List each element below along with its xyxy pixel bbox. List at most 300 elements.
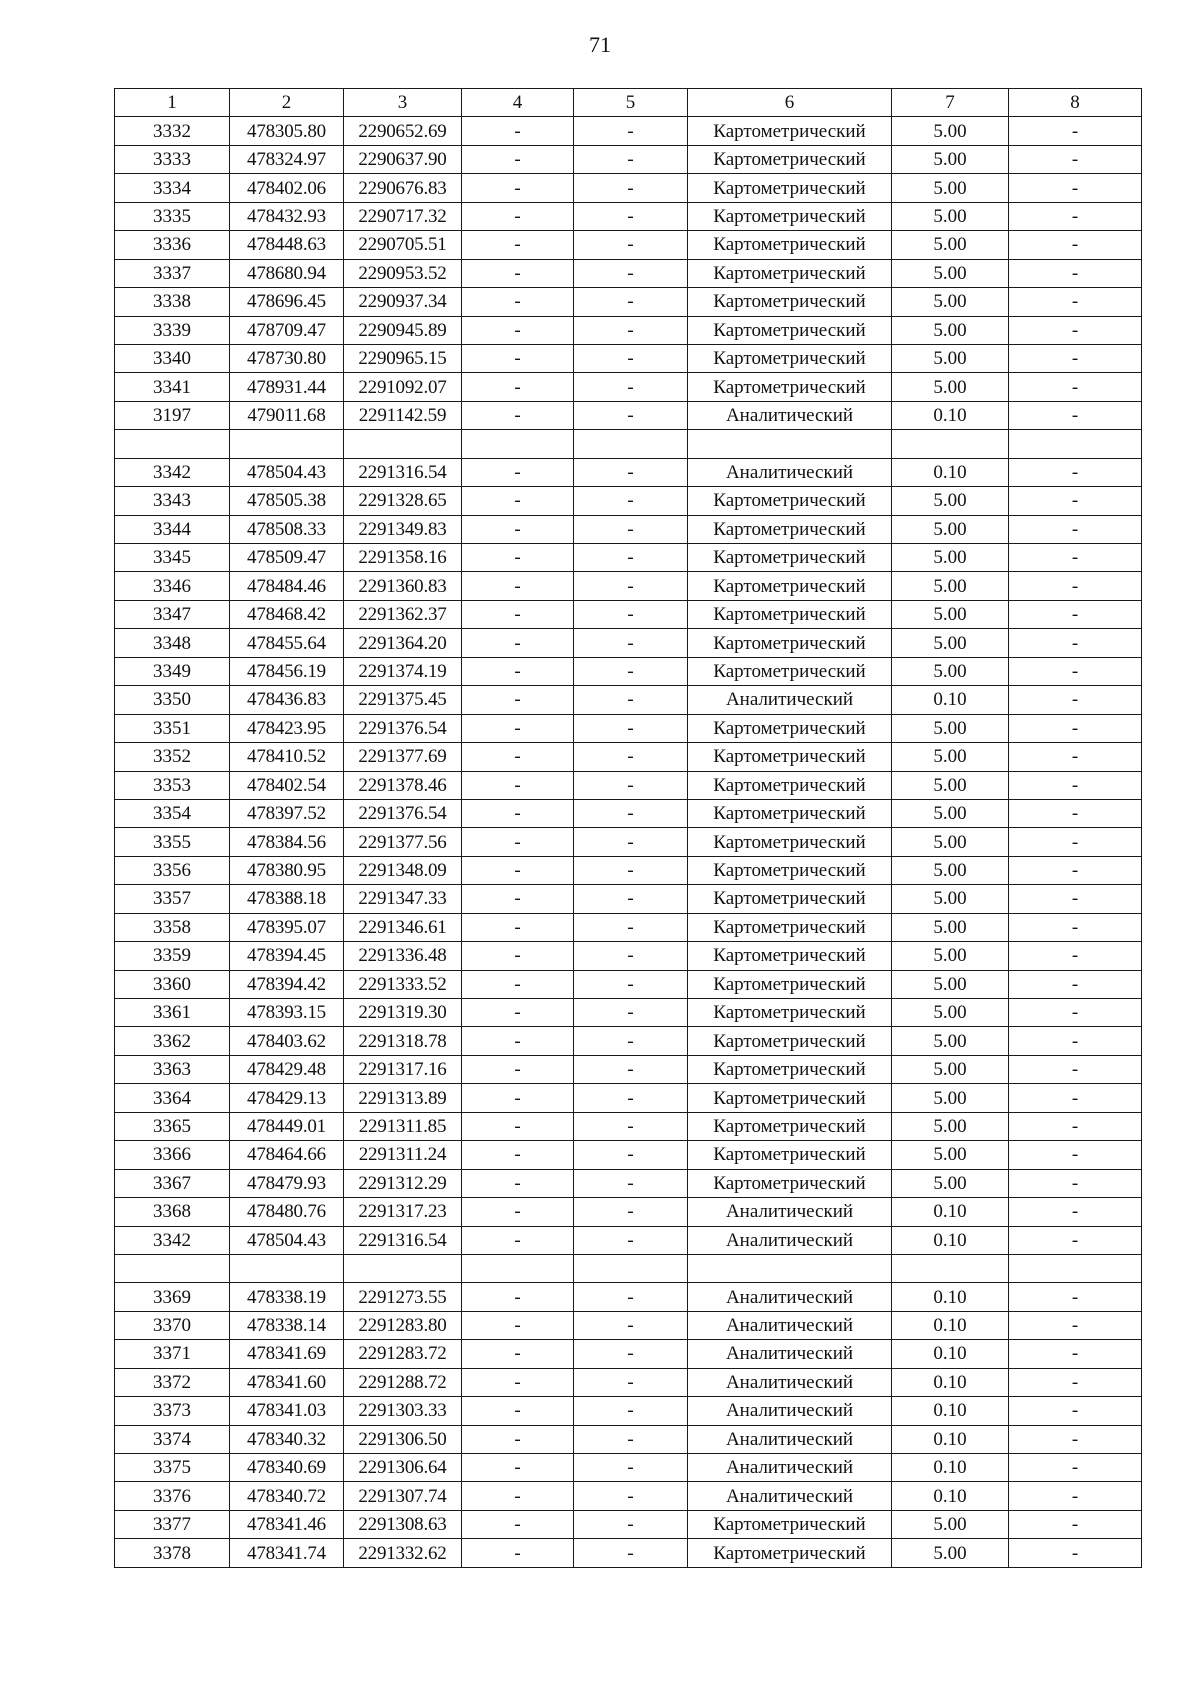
table-cell-col-6: Картометрический <box>688 259 892 287</box>
table-cell-col-6: Картометрический <box>688 714 892 742</box>
table-cell-col-6: Картометрический <box>688 1510 892 1538</box>
table-cell-col-5: - <box>574 913 688 941</box>
table-cell-col-7: 5.00 <box>892 231 1009 259</box>
table-cell-col-4: - <box>462 1112 574 1140</box>
table-cell-col-2 <box>230 1254 344 1282</box>
table-cell-col-7: 5.00 <box>892 1169 1009 1197</box>
table-cell-col-4: - <box>462 686 574 714</box>
table-cell-col-1: 3361 <box>115 999 230 1027</box>
table-cell-col-4 <box>462 430 574 458</box>
table-cell-col-3: 2291375.45 <box>344 686 462 714</box>
table-cell-col-3: 2291317.16 <box>344 1055 462 1083</box>
table-cell-col-5: - <box>574 572 688 600</box>
table-cell-col-4: - <box>462 657 574 685</box>
table-cell-col-5: - <box>574 259 688 287</box>
table-cell-col-2: 478393.15 <box>230 999 344 1027</box>
table-cell-col-2: 478341.03 <box>230 1397 344 1425</box>
table-cell-col-8: - <box>1009 1482 1142 1510</box>
table-cell-col-4: - <box>462 1169 574 1197</box>
table-cell-col-2: 478340.69 <box>230 1454 344 1482</box>
table-cell-col-8: - <box>1009 970 1142 998</box>
table-cell-col-2: 478341.74 <box>230 1539 344 1567</box>
table-cell-col-5: - <box>574 799 688 827</box>
table-cell-col-7: 5.00 <box>892 629 1009 657</box>
table-cell-col-2: 478338.14 <box>230 1311 344 1339</box>
table-cell-col-3: 2290652.69 <box>344 117 462 145</box>
table-cell-col-5: - <box>574 1397 688 1425</box>
table-cell-col-1: 3342 <box>115 1226 230 1254</box>
table-cell-col-6: Аналитический <box>688 1454 892 1482</box>
table-cell-col-3: 2291313.89 <box>344 1084 462 1112</box>
table-cell-col-5: - <box>574 942 688 970</box>
table-cell-col-2: 478480.76 <box>230 1198 344 1226</box>
table-cell-col-5: - <box>574 999 688 1027</box>
table-cell-col-7: 0.10 <box>892 1454 1009 1482</box>
table-cell-col-5: - <box>574 202 688 230</box>
table-cell-col-2: 478931.44 <box>230 373 344 401</box>
table-cell-col-8: - <box>1009 913 1142 941</box>
table-cell-col-4: - <box>462 401 574 429</box>
table-cell-col-7: 5.00 <box>892 885 1009 913</box>
table-cell-col-4: - <box>462 1539 574 1567</box>
table-cell-col-5: - <box>574 1311 688 1339</box>
table-cell-col-1: 3365 <box>115 1112 230 1140</box>
table-cell-col-3: 2291312.29 <box>344 1169 462 1197</box>
table-cell-col-7: 0.10 <box>892 1368 1009 1396</box>
table-cell-col-3 <box>344 430 462 458</box>
table-cell-col-1: 3374 <box>115 1425 230 1453</box>
table-cell-col-8: - <box>1009 515 1142 543</box>
table-cell-col-4: - <box>462 1311 574 1339</box>
table-cell-col-3: 2291348.09 <box>344 856 462 884</box>
table-row <box>115 657 1142 685</box>
table-cell-col-8: - <box>1009 1539 1142 1567</box>
table-row <box>115 117 1142 145</box>
table-row <box>115 572 1142 600</box>
table-cell-col-7: 5.00 <box>892 714 1009 742</box>
table-cell-col-8: - <box>1009 231 1142 259</box>
table-cell-col-4: - <box>462 799 574 827</box>
table-cell-col-7: 5.00 <box>892 316 1009 344</box>
table-cell-col-7: 0.10 <box>892 1340 1009 1368</box>
table-cell-col-5: - <box>574 1169 688 1197</box>
table-cell-col-6 <box>688 1254 892 1282</box>
column-header-8: 8 <box>1009 89 1142 117</box>
table-cell-col-1: 3335 <box>115 202 230 230</box>
table-header-row <box>115 89 1142 117</box>
table-cell-col-1: 3378 <box>115 1539 230 1567</box>
table-cell-col-4: - <box>462 1368 574 1396</box>
table-cell-col-8: - <box>1009 1169 1142 1197</box>
table-cell-col-8: - <box>1009 942 1142 970</box>
table-cell-col-1: 3368 <box>115 1198 230 1226</box>
table-cell-col-6: Картометрический <box>688 1027 892 1055</box>
table-cell-col-3: 2290953.52 <box>344 259 462 287</box>
table-cell-col-1: 3348 <box>115 629 230 657</box>
table-cell-col-7: 5.00 <box>892 544 1009 572</box>
table-cell-col-1: 3367 <box>115 1169 230 1197</box>
page-number: 71 <box>589 32 611 57</box>
table-cell-col-7: 5.00 <box>892 344 1009 372</box>
table-cell-col-5: - <box>574 1198 688 1226</box>
table-cell-col-5 <box>574 430 688 458</box>
table-cell-col-3: 2290937.34 <box>344 288 462 316</box>
table-row <box>115 1198 1142 1226</box>
table-cell-col-6: Картометрический <box>688 799 892 827</box>
table-cell-col-1: 3333 <box>115 145 230 173</box>
table-cell-col-4: - <box>462 1084 574 1112</box>
table-cell-col-2: 478484.46 <box>230 572 344 600</box>
table-cell-col-3: 2291346.61 <box>344 913 462 941</box>
table-cell-col-3: 2291283.80 <box>344 1311 462 1339</box>
table-cell-col-3: 2291377.69 <box>344 743 462 771</box>
table-row <box>115 970 1142 998</box>
table-cell-col-6: Картометрический <box>688 572 892 600</box>
column-header-4: 4 <box>462 89 574 117</box>
table-cell-col-2: 478429.48 <box>230 1055 344 1083</box>
table-cell-col-5: - <box>574 231 688 259</box>
table-cell-col-4: - <box>462 913 574 941</box>
table-cell-col-6: Картометрический <box>688 145 892 173</box>
table-cell-col-8: - <box>1009 373 1142 401</box>
table-cell-col-8: - <box>1009 1226 1142 1254</box>
table-cell-col-3: 2291362.37 <box>344 600 462 628</box>
table-cell-col-2: 478504.43 <box>230 458 344 486</box>
table-row <box>115 885 1142 913</box>
table-cell-col-6: Аналитический <box>688 1311 892 1339</box>
table-cell-col-4: - <box>462 1283 574 1311</box>
table-cell-col-4: - <box>462 942 574 970</box>
table-cell-col-5: - <box>574 515 688 543</box>
table-cell-col-6: Аналитический <box>688 1283 892 1311</box>
table-cell-col-4: - <box>462 174 574 202</box>
table-row <box>115 458 1142 486</box>
table-cell-col-6: Картометрический <box>688 913 892 941</box>
table-cell-col-7: 5.00 <box>892 515 1009 543</box>
table-cell-col-4: - <box>462 1340 574 1368</box>
table-cell-col-5: - <box>574 970 688 998</box>
table-cell-col-1: 3377 <box>115 1510 230 1538</box>
table-row <box>115 259 1142 287</box>
table-cell-col-6: Картометрический <box>688 885 892 913</box>
table-cell-col-6: Картометрический <box>688 202 892 230</box>
table-cell-col-1: 3360 <box>115 970 230 998</box>
table-cell-col-3: 2290945.89 <box>344 316 462 344</box>
table-cell-col-2: 478479.93 <box>230 1169 344 1197</box>
table-row <box>115 629 1142 657</box>
table-cell-col-8: - <box>1009 174 1142 202</box>
table-cell-col-2: 478432.93 <box>230 202 344 230</box>
table-cell-col-7: 5.00 <box>892 1055 1009 1083</box>
table-cell-col-6: Картометрический <box>688 1169 892 1197</box>
table-cell-col-2: 478341.60 <box>230 1368 344 1396</box>
table-cell-col-4: - <box>462 743 574 771</box>
column-header-7: 7 <box>892 89 1009 117</box>
table-cell-col-7 <box>892 430 1009 458</box>
table-cell-col-5: - <box>574 771 688 799</box>
table-cell-col-7: 5.00 <box>892 1027 1009 1055</box>
table-cell-col-7: 5.00 <box>892 657 1009 685</box>
table-cell-col-6: Картометрический <box>688 999 892 1027</box>
table-cell-col-3: 2291349.83 <box>344 515 462 543</box>
table-cell-col-8: - <box>1009 1368 1142 1396</box>
table-cell-col-7: 0.10 <box>892 1311 1009 1339</box>
table-cell-col-1: 3352 <box>115 743 230 771</box>
table-row <box>115 1226 1142 1254</box>
table-cell-col-4: - <box>462 1454 574 1482</box>
table-cell-col-2: 478394.45 <box>230 942 344 970</box>
table-cell-col-3: 2291347.33 <box>344 885 462 913</box>
table-row <box>115 799 1142 827</box>
table-cell-col-8: - <box>1009 799 1142 827</box>
table-cell-col-1 <box>115 1254 230 1282</box>
table-cell-col-3: 2291303.33 <box>344 1397 462 1425</box>
table-cell-col-1: 3345 <box>115 544 230 572</box>
column-header-5: 5 <box>574 89 688 117</box>
table-cell-col-6: Картометрический <box>688 970 892 998</box>
table-row <box>115 999 1142 1027</box>
table-row <box>115 1454 1142 1482</box>
table-cell-col-5 <box>574 1254 688 1282</box>
table-cell-col-6: Аналитический <box>688 458 892 486</box>
table-cell-col-1: 3347 <box>115 600 230 628</box>
table-cell-col-7: 5.00 <box>892 1539 1009 1567</box>
table-cell-col-7: 0.10 <box>892 1198 1009 1226</box>
table-cell-col-3: 2291316.54 <box>344 1226 462 1254</box>
column-header-2: 2 <box>230 89 344 117</box>
table-cell-col-4: - <box>462 487 574 515</box>
table-cell-col-2: 478464.66 <box>230 1141 344 1169</box>
table-cell-col-8: - <box>1009 572 1142 600</box>
table-cell-col-4: - <box>462 572 574 600</box>
table-cell-col-7: 5.00 <box>892 288 1009 316</box>
table-cell-col-6: Аналитический <box>688 1198 892 1226</box>
table-cell-col-7: 5.00 <box>892 174 1009 202</box>
table-row <box>115 430 1142 458</box>
table-cell-col-2: 478305.80 <box>230 117 344 145</box>
table-cell-col-4: - <box>462 1397 574 1425</box>
table-cell-col-4: - <box>462 231 574 259</box>
table-cell-col-7: 5.00 <box>892 1510 1009 1538</box>
table-cell-col-5: - <box>574 885 688 913</box>
table-cell-col-1: 3356 <box>115 856 230 884</box>
table-row <box>115 145 1142 173</box>
table-cell-col-1: 3339 <box>115 316 230 344</box>
table-cell-col-1: 3357 <box>115 885 230 913</box>
table-cell-col-2: 478455.64 <box>230 629 344 657</box>
table-cell-col-5: - <box>574 288 688 316</box>
table-cell-col-8: - <box>1009 600 1142 628</box>
table-cell-col-7: 5.00 <box>892 1141 1009 1169</box>
table-cell-col-6: Картометрический <box>688 743 892 771</box>
table-cell-col-4: - <box>462 856 574 884</box>
table-cell-col-2 <box>230 430 344 458</box>
table-cell-col-8: - <box>1009 1425 1142 1453</box>
coordinates-table <box>114 88 1142 1568</box>
table-cell-col-7: 5.00 <box>892 145 1009 173</box>
table-cell-col-6: Картометрический <box>688 1112 892 1140</box>
table-cell-col-2: 479011.68 <box>230 401 344 429</box>
table-cell-col-2: 478423.95 <box>230 714 344 742</box>
table-cell-col-7: 5.00 <box>892 913 1009 941</box>
table-cell-col-7: 5.00 <box>892 1112 1009 1140</box>
table-cell-col-8: - <box>1009 1198 1142 1226</box>
table-cell-col-4: - <box>462 771 574 799</box>
table-cell-col-8: - <box>1009 1397 1142 1425</box>
table-cell-col-2: 478709.47 <box>230 316 344 344</box>
table-cell-col-3 <box>344 1254 462 1282</box>
table-cell-col-3: 2291307.74 <box>344 1482 462 1510</box>
column-header-1: 1 <box>115 89 230 117</box>
table-row <box>115 544 1142 572</box>
table-cell-col-4: - <box>462 288 574 316</box>
table-row <box>115 714 1142 742</box>
table-cell-col-8: - <box>1009 316 1142 344</box>
table-cell-col-8: - <box>1009 344 1142 372</box>
table-cell-col-7: 0.10 <box>892 1283 1009 1311</box>
table-cell-col-6: Картометрический <box>688 544 892 572</box>
table-cell-col-3: 2291332.62 <box>344 1539 462 1567</box>
table-cell-col-8: - <box>1009 544 1142 572</box>
table-cell-col-8: - <box>1009 1454 1142 1482</box>
table-cell-col-3: 2291311.24 <box>344 1141 462 1169</box>
table-cell-col-5: - <box>574 1112 688 1140</box>
table-cell-col-2: 478341.69 <box>230 1340 344 1368</box>
table-row <box>115 942 1142 970</box>
table-row <box>115 1254 1142 1282</box>
table-cell-col-2: 478340.72 <box>230 1482 344 1510</box>
table-cell-col-7: 5.00 <box>892 373 1009 401</box>
table-cell-col-2: 478410.52 <box>230 743 344 771</box>
table-cell-col-4: - <box>462 629 574 657</box>
table-cell-col-4: - <box>462 344 574 372</box>
table-cell-col-7: 0.10 <box>892 686 1009 714</box>
table-cell-col-4: - <box>462 1055 574 1083</box>
table-cell-col-5: - <box>574 1510 688 1538</box>
table-cell-col-1: 3373 <box>115 1397 230 1425</box>
table-cell-col-6: Картометрический <box>688 771 892 799</box>
table-cell-col-1: 3340 <box>115 344 230 372</box>
table-cell-col-1: 3369 <box>115 1283 230 1311</box>
table-cell-col-6: Картометрический <box>688 629 892 657</box>
table-cell-col-1: 3371 <box>115 1340 230 1368</box>
table-cell-col-8: - <box>1009 117 1142 145</box>
table-cell-col-6: Картометрический <box>688 600 892 628</box>
table-cell-col-7: 5.00 <box>892 259 1009 287</box>
table-cell-col-3: 2291328.65 <box>344 487 462 515</box>
table-cell-col-2: 478429.13 <box>230 1084 344 1112</box>
table-cell-col-2: 478680.94 <box>230 259 344 287</box>
table-cell-col-5: - <box>574 1141 688 1169</box>
table-cell-col-2: 478394.42 <box>230 970 344 998</box>
table-cell-col-6: Аналитический <box>688 1368 892 1396</box>
table-cell-col-5: - <box>574 629 688 657</box>
table-cell-col-1: 3354 <box>115 799 230 827</box>
table-cell-col-4: - <box>462 714 574 742</box>
table-cell-col-4: - <box>462 259 574 287</box>
table-cell-col-2: 478338.19 <box>230 1283 344 1311</box>
table-row <box>115 1283 1142 1311</box>
table-row <box>115 1311 1142 1339</box>
table-cell-col-6: Картометрический <box>688 828 892 856</box>
table-cell-col-1: 3370 <box>115 1311 230 1339</box>
table-cell-col-2: 478402.54 <box>230 771 344 799</box>
table-cell-col-3: 2290965.15 <box>344 344 462 372</box>
table-cell-col-6: Картометрический <box>688 373 892 401</box>
table-cell-col-3: 2290637.90 <box>344 145 462 173</box>
table-cell-col-8: - <box>1009 401 1142 429</box>
table-row <box>115 1055 1142 1083</box>
table-cell-col-3: 2291374.19 <box>344 657 462 685</box>
table-cell-col-4: - <box>462 1510 574 1538</box>
table-cell-col-8: - <box>1009 487 1142 515</box>
table-cell-col-1: 3375 <box>115 1454 230 1482</box>
table-cell-col-6: Картометрический <box>688 1055 892 1083</box>
table-cell-col-7: 5.00 <box>892 828 1009 856</box>
table-cell-col-6: Картометрический <box>688 856 892 884</box>
table-cell-col-2: 478402.06 <box>230 174 344 202</box>
table-row <box>115 288 1142 316</box>
table-cell-col-3: 2291358.16 <box>344 544 462 572</box>
table-cell-col-6: Картометрический <box>688 117 892 145</box>
table-row <box>115 1397 1142 1425</box>
table-cell-col-1: 3372 <box>115 1368 230 1396</box>
table-cell-col-3: 2291273.55 <box>344 1283 462 1311</box>
table-cell-col-6: Картометрический <box>688 487 892 515</box>
table-row <box>115 913 1142 941</box>
table-cell-col-5: - <box>574 600 688 628</box>
table-cell-col-8: - <box>1009 828 1142 856</box>
table-row <box>115 600 1142 628</box>
table-cell-col-7: 0.10 <box>892 458 1009 486</box>
table-cell-col-3: 2291092.07 <box>344 373 462 401</box>
table-cell-col-8: - <box>1009 202 1142 230</box>
table-cell-col-8: - <box>1009 856 1142 884</box>
table-cell-col-6: Аналитический <box>688 1226 892 1254</box>
table-row <box>115 373 1142 401</box>
table-row <box>115 1510 1142 1538</box>
table-cell-col-3: 2291306.50 <box>344 1425 462 1453</box>
table-cell-col-1: 3355 <box>115 828 230 856</box>
table-row <box>115 344 1142 372</box>
table-cell-col-4: - <box>462 373 574 401</box>
table-cell-col-1: 3337 <box>115 259 230 287</box>
table-row <box>115 1340 1142 1368</box>
table-cell-col-8 <box>1009 1254 1142 1282</box>
table-cell-col-5: - <box>574 1055 688 1083</box>
table-cell-col-5: - <box>574 1340 688 1368</box>
table-cell-col-1: 3197 <box>115 401 230 429</box>
table-cell-col-2: 478449.01 <box>230 1112 344 1140</box>
table-cell-col-8: - <box>1009 657 1142 685</box>
table-cell-col-8: - <box>1009 686 1142 714</box>
table-row <box>115 1084 1142 1112</box>
table-cell-col-6: Картометрический <box>688 316 892 344</box>
column-header-3: 3 <box>344 89 462 117</box>
table-cell-col-4: - <box>462 1141 574 1169</box>
table-cell-col-4: - <box>462 970 574 998</box>
table-body <box>115 117 1142 1567</box>
table-cell-col-1: 3343 <box>115 487 230 515</box>
table-cell-col-8: - <box>1009 145 1142 173</box>
table-row <box>115 828 1142 856</box>
table-cell-col-8: - <box>1009 1283 1142 1311</box>
table-cell-col-1: 3364 <box>115 1084 230 1112</box>
table-cell-col-7: 5.00 <box>892 771 1009 799</box>
table-row <box>115 202 1142 230</box>
table-row <box>115 856 1142 884</box>
table-row <box>115 231 1142 259</box>
